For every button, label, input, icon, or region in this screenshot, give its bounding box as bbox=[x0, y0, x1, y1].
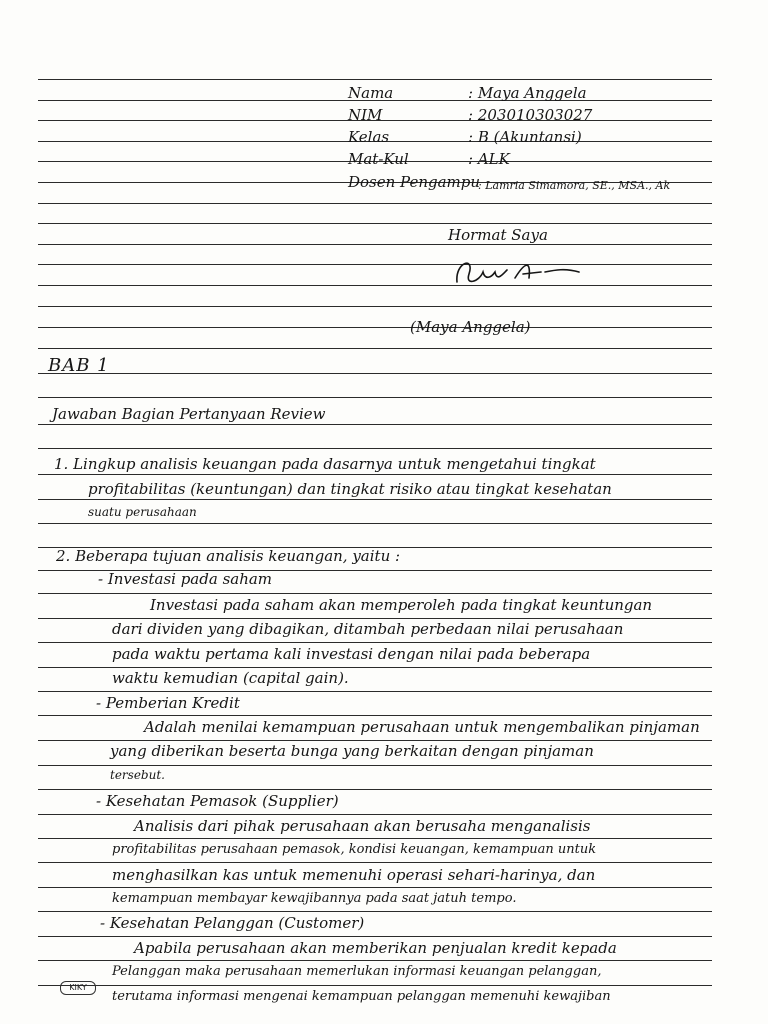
ruled-line bbox=[38, 936, 712, 937]
matkul-value: : ALK bbox=[468, 150, 510, 168]
ruled-line bbox=[38, 838, 712, 839]
ruled-line bbox=[38, 474, 712, 475]
ruled-line bbox=[38, 593, 712, 594]
ruled-line bbox=[38, 691, 712, 692]
ruled-line bbox=[38, 789, 712, 790]
ruled-line bbox=[38, 244, 712, 245]
ruled-line bbox=[38, 523, 712, 524]
chapter-title: BAB 1 bbox=[48, 355, 110, 376]
ruled-line bbox=[38, 327, 712, 328]
pelanggan-line-2: Pelanggan maka perusahaan memerlukan informasi keuangan pelanggan, bbox=[112, 964, 602, 979]
kredit-line-1: Adalah menilai kemampuan perusahaan untuk mengembalikan pinjaman bbox=[144, 718, 700, 736]
pemasok-line-4: kemampuan membayar kewajibannya pada saat jatuh tempo. bbox=[112, 891, 517, 906]
ruled-line bbox=[38, 306, 712, 307]
investasi-heading: - Investasi pada saham bbox=[98, 570, 273, 588]
signature bbox=[445, 252, 585, 300]
ruled-line bbox=[38, 373, 712, 374]
ruled-line bbox=[38, 862, 712, 863]
ruled-line bbox=[38, 887, 712, 888]
hormat-saya: Hormat Saya bbox=[448, 226, 548, 244]
investasi-line-2: dari dividen yang dibagikan, ditambah perbedaan nilai perusahaan bbox=[112, 620, 624, 638]
pemasok-line-1: Analisis dari pihak perusahaan akan berusaha menganalisis bbox=[134, 817, 591, 835]
ruled-line bbox=[38, 264, 712, 265]
pelanggan-heading: - Kesehatan Pelanggan (Customer) bbox=[100, 914, 365, 932]
section-title: Jawaban Bagian Pertanyaan Review bbox=[52, 405, 326, 423]
ruled-line bbox=[38, 740, 712, 741]
ruled-line bbox=[38, 285, 712, 286]
ruled-line bbox=[38, 911, 712, 912]
ruled-line bbox=[38, 814, 712, 815]
dosen-label: Dosen Pengampu bbox=[348, 173, 481, 191]
answer-2-intro: 2. Beberapa tujuan analisis keuangan, yaitu : bbox=[56, 547, 401, 565]
ruled-line bbox=[38, 203, 712, 204]
answer-1-line-1: 1. Lingkup analisis keuangan pada dasarnya untuk mengetahui tingkat bbox=[54, 455, 596, 473]
ruled-line bbox=[38, 667, 712, 668]
brand-badge: KIKY bbox=[60, 981, 96, 995]
ruled-line bbox=[38, 499, 712, 500]
nim-label: NIM bbox=[348, 106, 383, 124]
dosen-value: : Lamria Simamora, SE., MSA., Ak bbox=[478, 179, 671, 192]
kelas-value: : B (Akuntansi) bbox=[468, 128, 582, 146]
ruled-line bbox=[38, 223, 712, 224]
nim-value: : 203010303027 bbox=[468, 106, 593, 124]
kredit-line-3: tersebut. bbox=[110, 768, 165, 782]
nama-label: Nama bbox=[348, 84, 394, 102]
ruled-line bbox=[38, 618, 712, 619]
ruled-line bbox=[38, 642, 712, 643]
ruled-line bbox=[38, 960, 712, 961]
answer-1-line-3: suatu perusahaan bbox=[88, 505, 197, 519]
pemasok-heading: - Kesehatan Pemasok (Supplier) bbox=[96, 792, 339, 810]
ruled-line bbox=[38, 397, 712, 398]
ruled-line bbox=[38, 424, 712, 425]
kredit-heading: - Pemberian Kredit bbox=[96, 694, 240, 712]
ruled-line bbox=[38, 715, 712, 716]
kelas-label: Kelas bbox=[348, 128, 390, 146]
ruled-line bbox=[38, 448, 712, 449]
ruled-line bbox=[38, 79, 712, 80]
pemasok-line-3: menghasilkan kas untuk memenuhi operasi sehari-harinya, dan bbox=[112, 866, 596, 884]
signed-name: (Maya Anggela) bbox=[410, 318, 531, 336]
kredit-line-2: yang diberikan beserta bunga yang berkaitan dengan pinjaman bbox=[110, 742, 594, 760]
investasi-line-1: Investasi pada saham akan memperoleh pada tingkat keuntungan bbox=[150, 596, 653, 614]
nama-value: : Maya Anggela bbox=[468, 84, 587, 102]
pelanggan-line-1: Apabila perusahaan akan memberikan penjualan kredit kepada bbox=[134, 939, 617, 957]
ruled-line bbox=[38, 985, 712, 986]
pemasok-line-2: profitabilitas perusahaan pemasok, kondisi keuangan, kemampuan untuk bbox=[112, 842, 597, 857]
answer-1-line-2: profitabilitas (keuntungan) dan tingkat risiko atau tingkat kesehatan bbox=[88, 480, 612, 498]
investasi-line-3: pada waktu pertama kali investasi dengan nilai pada beberapa bbox=[112, 645, 591, 663]
ruled-line bbox=[38, 348, 712, 349]
matkul-label: Mat-Kul bbox=[348, 150, 409, 168]
investasi-line-4: waktu kemudian (capital gain). bbox=[112, 669, 349, 687]
pelanggan-line-3: terutama informasi mengenai kemampuan pelanggan memenuhi kewajiban bbox=[112, 989, 611, 1004]
